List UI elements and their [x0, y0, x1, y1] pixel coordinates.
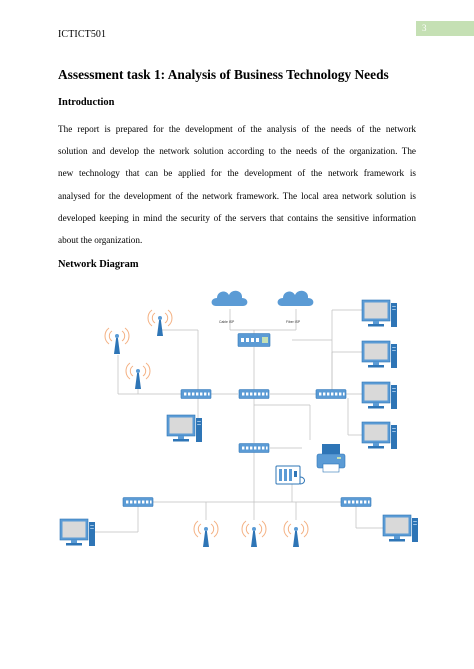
- switch-icon: [181, 390, 211, 399]
- wireless-access-point-icon: [105, 328, 129, 354]
- page-number-badge: 3: [416, 21, 474, 36]
- wireless-access-point-icon: [284, 521, 308, 547]
- switch-icon: [239, 390, 269, 399]
- computer-icon: [362, 300, 397, 327]
- computer-icon: [167, 415, 202, 442]
- switch-icon: [316, 390, 346, 399]
- introduction-heading: Introduction: [58, 97, 115, 108]
- computer-icon: [383, 515, 418, 542]
- wireless-access-point-icon: [148, 310, 172, 336]
- paragraph-line: new technology that can be applied for the development of the network framework is: [58, 168, 416, 179]
- paragraph-line: The report is prepared for the development of the analysis of the needs of the network: [58, 124, 416, 134]
- computer-icon: [60, 519, 95, 546]
- cloud-label: Fiber ISP: [286, 320, 301, 324]
- printer-icon: [317, 444, 345, 472]
- computer-icon: [362, 422, 397, 449]
- paragraph-line: about the organization.: [58, 234, 143, 245]
- computer-icon: [362, 341, 397, 368]
- wireless-access-point-icon: [242, 521, 266, 547]
- isp-cloud-icon: [278, 291, 314, 306]
- isp-cloud-icon: [212, 291, 248, 306]
- switch-icon: [123, 498, 153, 507]
- paragraph-line: solution and develop the network solution according to the needs of the organization. The: [58, 146, 416, 157]
- server-icon: [276, 466, 305, 484]
- switch-icon: [341, 498, 371, 507]
- wireless-access-point-icon: [126, 363, 150, 389]
- computer-icon: [362, 382, 397, 409]
- cloud-label: Cable ISP: [219, 320, 235, 324]
- paragraph-line: developed keeping in mind the security of the servers that contains the sensitive information: [58, 212, 416, 223]
- paragraph-line: analysed for the development of the network framework. The local area network solution is: [58, 190, 416, 201]
- header-doc-code: ICTICT501: [58, 29, 107, 40]
- network-diagram-heading: Network Diagram: [58, 259, 139, 270]
- router-icon: [238, 334, 270, 347]
- page-title: Assessment task 1: Analysis of Business Technology Needs: [58, 67, 389, 82]
- wireless-access-point-icon: [194, 521, 218, 547]
- switch-icon: [239, 444, 269, 453]
